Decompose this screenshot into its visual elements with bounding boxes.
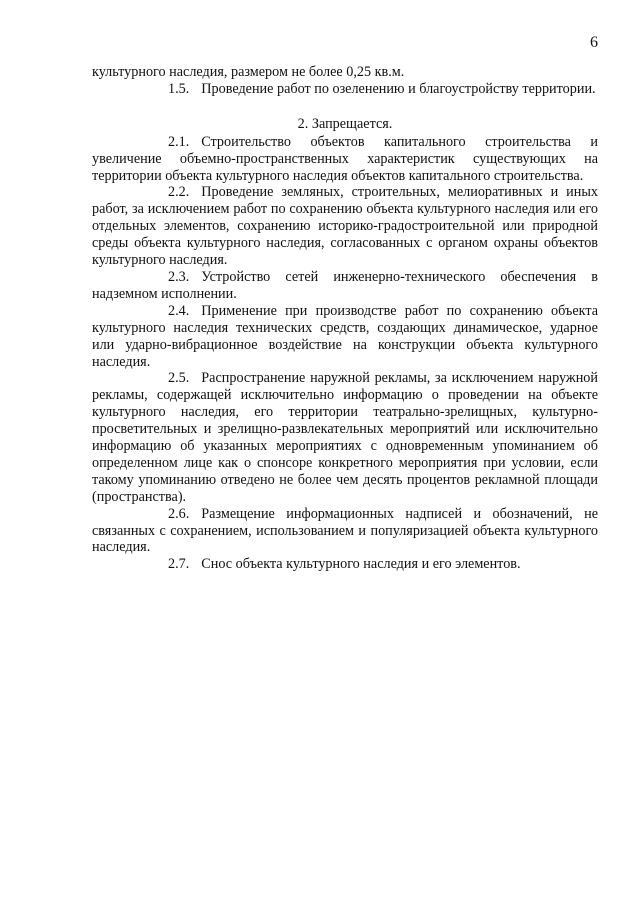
- document-body: [92, 64, 598, 573]
- item-number: 1.5.: [168, 80, 190, 97]
- paragraph-text: Проведение земляных, строительных, мелиоративных и иных работ, за исключением работ по сохранению объекта культурного наследия или его отдельных элементов, сохранению историко-градостроительной или природной среды объекта культурного наследия, согласованных с органом охраны объектов культурного наследия.: [92, 184, 598, 269]
- paragraph-text: Применение при производстве работ по сохранению объекта культурного наследия технических средств, создающих динамическое, ударное или ударно-вибрационное воздействие на конструкции объекта культурного наследия.: [92, 302, 598, 370]
- item-number: 2.6.: [168, 505, 190, 522]
- paragraph-2-1: [92, 134, 598, 185]
- paragraph-text: Распространение наружной рекламы, за исключением наружной рекламы, содержащей исключительно информацию о проведении на объекте культурного наследия, его территории театрально-зрелищных, культурно-просветительных и зрелищно-развлекательных мероприятий или исключительно информацию об указанных мероприятиях с одновременным упоминанием об определенном лице как о спонсоре конкретного мероприятия при условии, если такому упоминанию отведено не более чем десять процентов рекламной площади (пространства).: [92, 370, 598, 505]
- item-number: 2.3.: [168, 268, 190, 285]
- paragraph-continuation: [92, 64, 598, 81]
- paragraph-text: Устройство сетей инженерно-технического обеспечения в надземном исполнении.: [92, 268, 598, 302]
- item-number: 2.7.: [168, 556, 190, 573]
- page-number: 6: [590, 34, 598, 51]
- item-number: 2.2.: [168, 184, 190, 201]
- paragraph-text: Строительство объектов капитального строительства и увеличение объемно-пространственных характеристик существующих на территории объекта культурного наследия объектов капитального строительства.: [92, 133, 598, 184]
- item-number: 2.1.: [168, 133, 190, 150]
- item-number: 2.5.: [168, 370, 190, 387]
- paragraph-2-5: [92, 370, 598, 505]
- paragraph-2-3: [92, 269, 598, 303]
- paragraph-2-7: [92, 556, 598, 573]
- section-heading: 2. Запрещается.: [297, 115, 393, 132]
- paragraph-2-4: [92, 303, 598, 371]
- paragraph-text: Размещение информационных надписей и обозначений, не связанных с сохранением, использованием и популяризацией объекта культурного наследия.: [92, 505, 598, 556]
- paragraph-text: культурного наследия, размером не более 0,25 кв.м.: [92, 64, 405, 80]
- paragraph-2-6: [92, 506, 598, 557]
- paragraph-2-2: [92, 184, 598, 269]
- paragraph-1-5: [92, 81, 598, 98]
- paragraph-text: Проведение работ по озеленению и благоустройству территории.: [201, 80, 596, 97]
- paragraph-text: Снос объекта культурного наследия и его элементов.: [201, 556, 521, 573]
- item-number: 2.4.: [168, 302, 190, 319]
